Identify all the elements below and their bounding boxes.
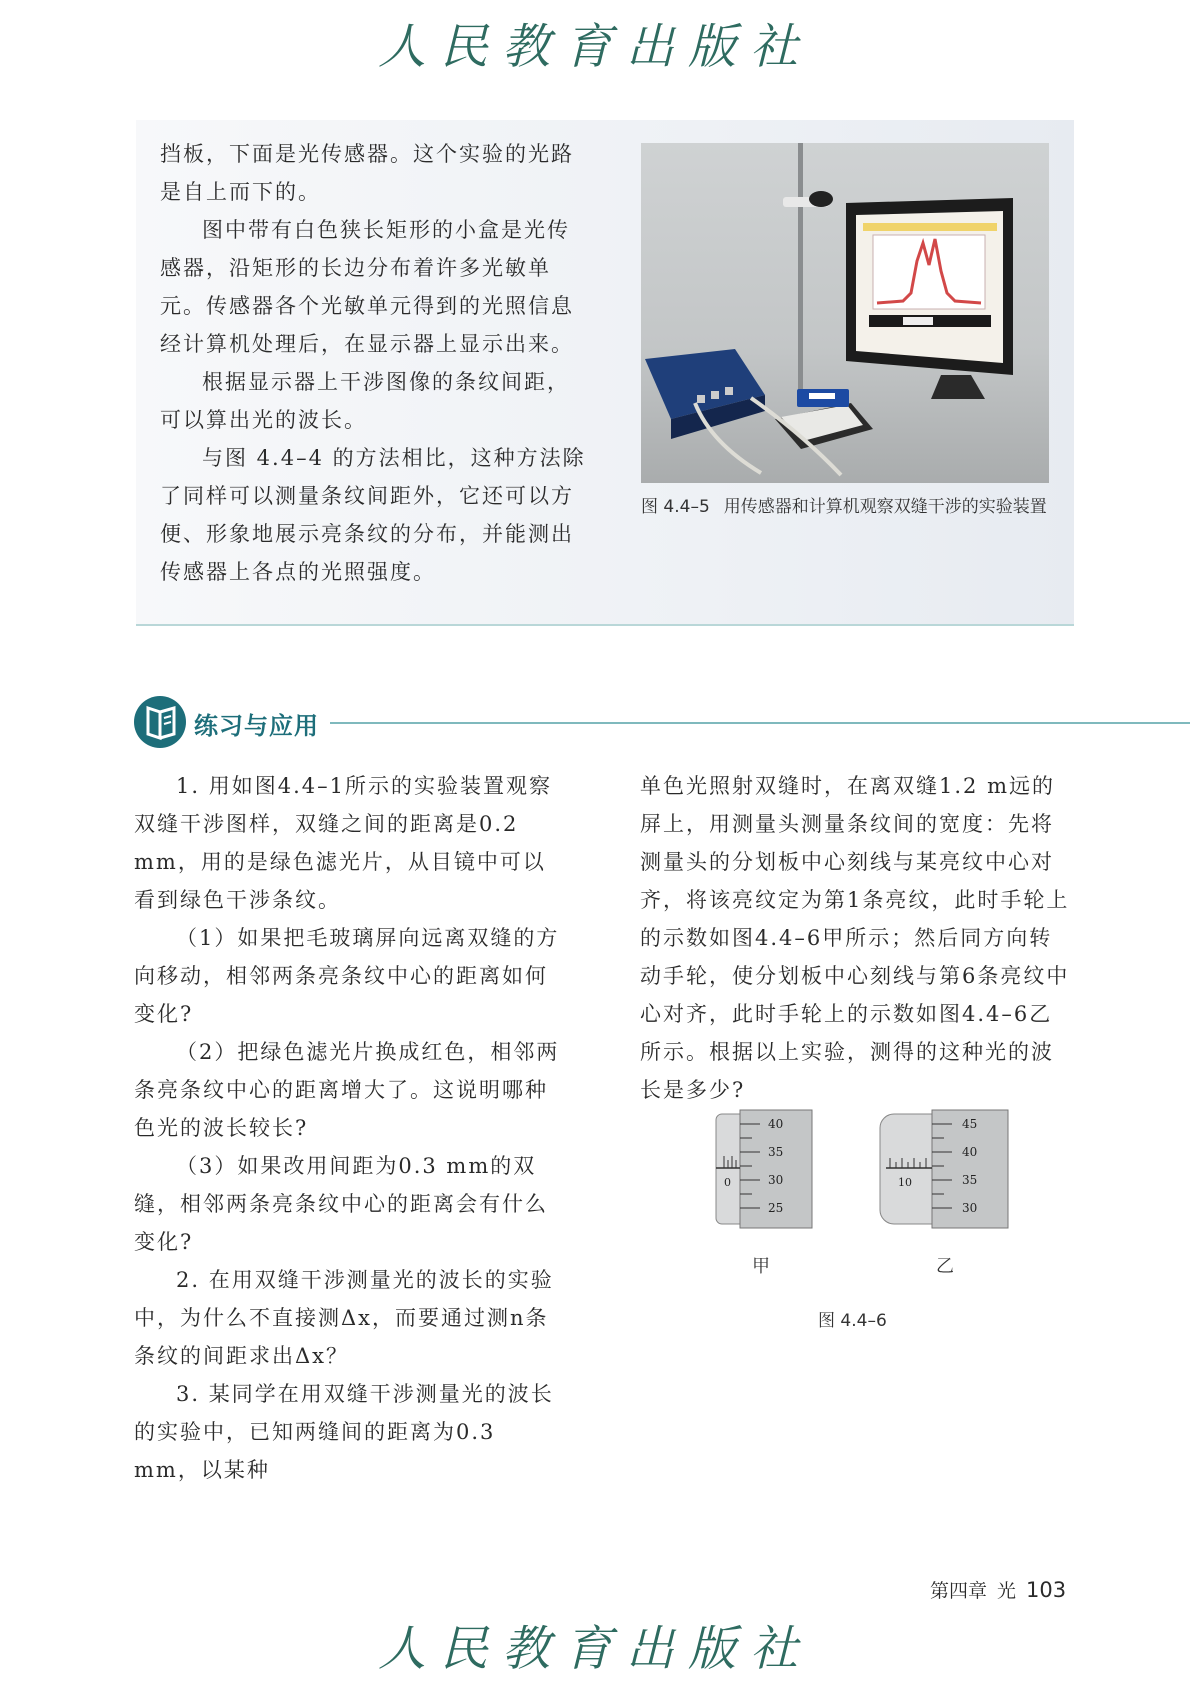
jia-tick-30: 30 [768, 1173, 784, 1187]
jia-tick-40: 40 [768, 1117, 784, 1131]
figure-caption-text: 用传感器和计算机观察双缝干涉的实验装置 [723, 497, 1047, 517]
section-header [134, 696, 1190, 752]
publisher-watermark-top: 人民教育出版社 [377, 19, 812, 75]
panel-paragraph-1: 挡板，下面是光传感器。这个实验的光路是自上而下的。 [160, 142, 574, 204]
exercises-right-column [640, 767, 1072, 1109]
exercise-1-part-2: （2）把绿色滤光片换成红色，相邻两条亮条纹中心的距离增大了。这说明哪种色光的波长较长? [134, 1040, 560, 1140]
exercise-2: 2. 在用双缝干涉测量光的波长的实验中，为什么不直接测Δx，而要通过测n条条纹的间距求出Δx？ [134, 1268, 554, 1368]
exercise-book-icon [134, 696, 186, 748]
exercise-3-continued: 单色光照射双缝时，在离双缝1.2 m远的屏上，用测量头测量条纹间的宽度：先将测量头的分划板中心刻线与某亮纹中心对齐，将该亮纹定为第1条亮纹，此时手轮上的示数如图4.4–6甲所示；然后同方向转动手轮，使分划板中心刻线与第6条亮纹中心对齐，此时手轮上的示数如图4.4–6乙所示。根据以上实验，测得的这种光的波长是多少? [640, 774, 1070, 1102]
apparatus-photo [641, 143, 1049, 483]
exercises-left-column [134, 767, 566, 1489]
yi-tick-45: 45 [962, 1117, 978, 1131]
publisher-watermark-bottom: 人民教育出版社 [377, 1621, 812, 1677]
panel-text [160, 135, 592, 591]
label-jia: 甲 [752, 1256, 770, 1277]
yi-tick-30: 30 [962, 1201, 978, 1215]
yi-sleeve-10: 10 [898, 1176, 912, 1189]
exercise-1-part-1: （1）如果把毛玻璃屏向远离双缝的方向移动，相邻两条亮条纹中心的距离如何变化? [134, 926, 560, 1026]
panel-paragraph-3: 根据显示器上干涉图像的条纹间距，可以算出光的波长。 [160, 370, 570, 432]
apparatus-illustration [641, 143, 1049, 483]
exercise-1-part-3: （3）如果改用间距为0.3 mm的双缝，相邻两条亮条纹中心的距离会有什么变化? [134, 1154, 548, 1254]
figure-4-4-5-caption [641, 492, 1061, 522]
section-title: 练习与应用 [194, 712, 319, 740]
jia-tick-25: 25 [768, 1201, 784, 1215]
jia-sleeve-0: 0 [724, 1176, 731, 1189]
micrometer-readings [700, 1100, 1040, 1320]
figure-4-4-6 [700, 1100, 1040, 1340]
exercise-1: 1. 用如图4.4–1所示的实验装置观察双缝干涉图样，双缝之间的距离是0.2 mm，用的是绿色滤光片，从目镜中可以看到绿色干涉条纹。 [134, 774, 552, 912]
panel-divider [136, 624, 1074, 626]
footer-chapter-title: 光 [997, 1580, 1017, 1602]
page-number: 103 [1026, 1578, 1067, 1602]
panel-paragraph-2: 图中带有白色狭长矩形的小盒是光传感器，沿矩形的长边分布着许多光敏单元。传感器各个光敏单元得到的光照信息经计算机处理后，在显示器上显示出来。 [160, 218, 574, 356]
micrometer-yi [880, 1110, 1008, 1228]
figure-number: 图 4.4–5 [641, 497, 710, 517]
section-rule [330, 722, 1190, 724]
footer-chapter: 第四章 [930, 1580, 988, 1602]
panel-paragraph-4: 与图 4.4–4 的方法相比，这种方法除了同样可以测量条纹间距外，它还可以方便、形象地展示亮条纹的分布，并能测出传感器上各点的光照强度。 [160, 446, 586, 584]
micrometer-jia [716, 1110, 812, 1228]
exercise-3-start: 3. 某同学在用双缝干涉测量光的波长的实验中，已知两缝间的距离为0.3 mm，以某种 [134, 1382, 554, 1482]
yi-tick-40: 40 [962, 1145, 978, 1159]
yi-tick-35: 35 [962, 1173, 978, 1187]
page-footer [930, 1576, 1066, 1603]
label-yi: 乙 [936, 1256, 954, 1277]
jia-tick-35: 35 [768, 1145, 784, 1159]
figure-4-4-6-caption: 图 4.4–6 [818, 1311, 887, 1331]
